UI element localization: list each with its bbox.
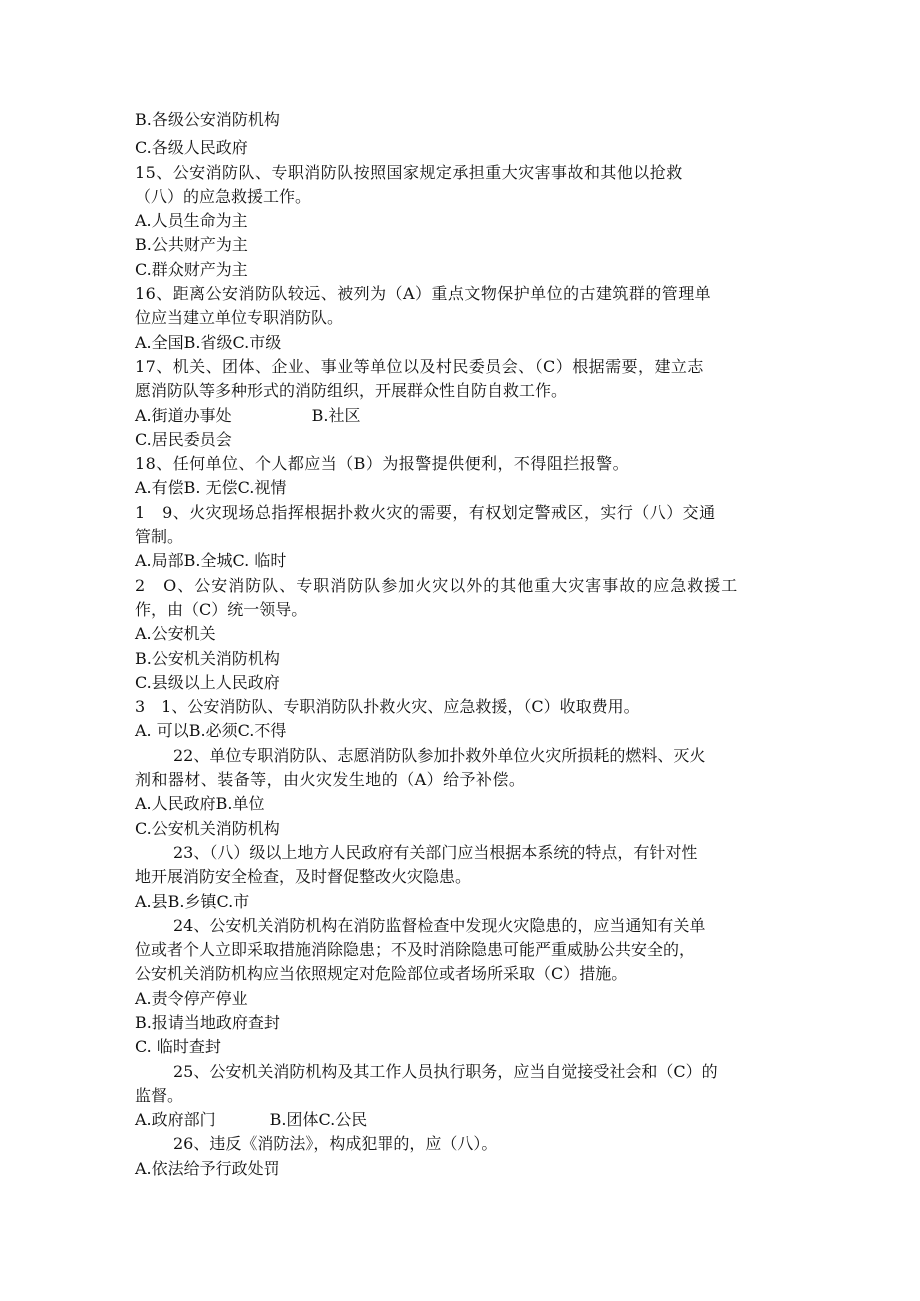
option-line: A.人民政府B.单位 — [135, 794, 265, 814]
option-line: B.公安机关消防机构 — [135, 648, 280, 668]
option-line: C.居民委员会 — [135, 429, 232, 449]
question-line: 位或者个人立即采取措施消除隐患；不及时消除隐患可能严重威胁公共安全的， — [135, 940, 696, 960]
question-line: 愿消防队等多种形式的消防组织，开展群众性自防自救工作。 — [135, 381, 568, 401]
question-line: （八）的应急救援工作。 — [135, 186, 312, 206]
option-line: C.各级人民政府 — [135, 138, 248, 158]
option-line: C.群众财产为主 — [135, 259, 248, 279]
document-page — [135, 108, 790, 1181]
option-line: A. 可以B.必须C.不得 — [135, 721, 287, 741]
question-line: 24、公安机关消防机构在消防监督检查中发现火灾隐患的，应当通知有关单 — [173, 915, 706, 935]
question-line: 26、违反《消防法》，构成犯罪的，应（八）。 — [173, 1134, 498, 1154]
question-line: 作，由（C）统一领导。 — [135, 599, 308, 619]
question-line: 16、距离公安消防队较远、被列为（A）重点文物保护单位的古建筑群的管理单 — [135, 284, 712, 304]
question-line: 22、单位专职消防队、志愿消防队参加扑救外单位火灾所损耗的燃料、灭火 — [173, 745, 706, 765]
option-line — [135, 1108, 790, 1132]
question-line: 监督。 — [135, 1085, 184, 1105]
option-line: C. 临时查封 — [135, 1037, 221, 1057]
option-line: A.责令停产停业 — [135, 988, 248, 1008]
option-line: A.全国B.省级C.市级 — [135, 332, 282, 352]
option-a: A.政府部门 — [135, 1110, 216, 1130]
option-a: A.街道办事处 — [135, 405, 232, 425]
question-line: 地开展消防安全检查，及时督促整改火灾隐患。 — [135, 867, 472, 887]
option-line: A.依法给予行政处罚 — [135, 1158, 280, 1178]
option-line: A.县B.乡镇C.市 — [135, 891, 250, 911]
question-line: 3 1、公安消防队、专职消防队扑救火灾、应急救援，（C）收取费用。 — [135, 697, 640, 717]
option-line: A.局部B.全城C. 临时 — [135, 551, 287, 571]
question-line: 2 O、公安消防队、专职消防队参加火灾以外的其他重大灾害事故的应急救援工 — [135, 575, 739, 595]
question-line: 公安机关消防机构应当依照规定对危险部位或者场所采取（C）措施。 — [135, 964, 628, 984]
option-line: B.报请当地政府查封 — [135, 1012, 280, 1032]
option-b: B.团体C.公民 — [269, 1110, 368, 1130]
option-b: B.社区 — [311, 405, 361, 425]
question-line: 23、（八）级以上地方人民政府有关部门应当根据本系统的特点，有针对性 — [173, 842, 698, 862]
question-line: 1 9、火灾现场总指挥根据扑救火灾的需要，有权划定警戒区，实行（八）交通 — [135, 502, 716, 522]
question-line: 15、公安消防队、专职消防队按照国家规定承担重大灾害事故和其他以抢救 — [135, 162, 683, 182]
option-line: C.公安机关消防机构 — [135, 818, 280, 838]
option-line: B.各级公安消防机构 — [135, 110, 280, 129]
question-line: 剂和器材、装备等，由火灾发生地的（A）给予补偿。 — [135, 770, 526, 790]
option-line: A.公安机关 — [135, 624, 216, 644]
option-line: A.有偿B. 无偿C.视情 — [135, 478, 287, 498]
option-line — [135, 404, 790, 428]
option-line: B.公共财产为主 — [135, 235, 248, 255]
question-line: 管制。 — [135, 527, 184, 547]
question-line: 位应当建立单位专职消防队。 — [135, 308, 344, 328]
question-line: 17、机关、团体、企业、事业等单位以及村民委员会、（C）根据需要，建立志 — [135, 356, 704, 376]
option-line: A.人员生命为主 — [135, 211, 248, 231]
option-line: C.县级以上人民政府 — [135, 672, 280, 692]
question-line: 18、任何单位、个人都应当（B）为报警提供便利，不得阻拦报警。 — [135, 454, 630, 474]
question-line: 25、公安机关消防机构及其工作人员执行职务，应当自觉接受社会和（C）的 — [173, 1061, 718, 1081]
